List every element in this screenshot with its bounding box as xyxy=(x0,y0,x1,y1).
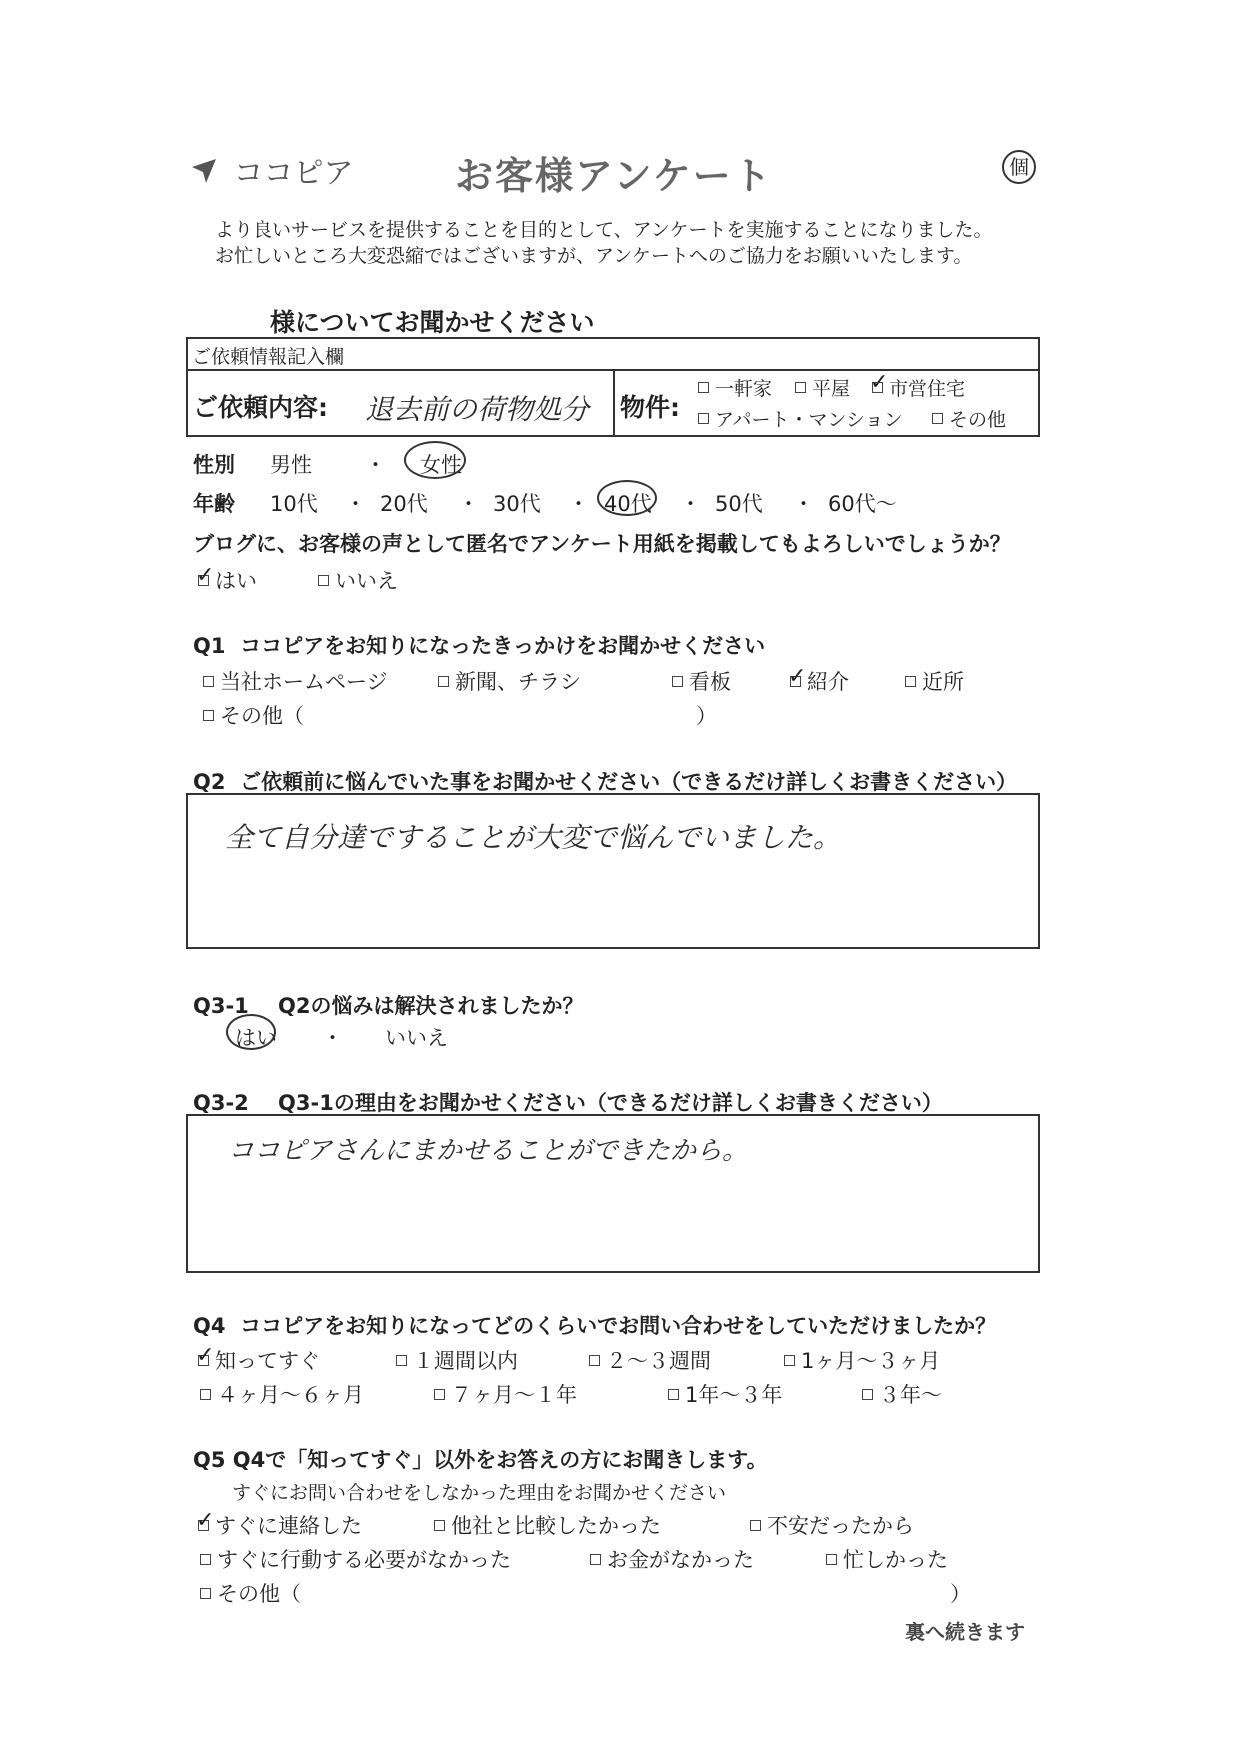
property-option-label: 市営住宅 xyxy=(889,378,966,400)
blog-option-no[interactable] xyxy=(318,565,398,595)
q5-question xyxy=(193,1444,768,1474)
q5-number: Q5 xyxy=(193,1448,226,1472)
age-option-40s[interactable]: 40代 xyxy=(604,492,652,516)
q3-1-number: Q3-1 xyxy=(193,994,249,1018)
q1-text: ココピアをお知りになったきっかけをお聞かせください xyxy=(240,634,766,658)
property-option-bungalow[interactable] xyxy=(795,374,850,401)
checkbox[interactable] xyxy=(784,1355,795,1366)
q4-option-2-3-weeks[interactable] xyxy=(589,1345,711,1375)
q4-option-label: １週間以内 xyxy=(413,1349,518,1373)
q1-option-label: 紹介 xyxy=(807,670,849,694)
q5-subtext: すぐにお問い合わせをしなかった理由をお聞かせください xyxy=(232,1482,727,1504)
q4-option-label: 1ヶ月〜３ヶ月 xyxy=(801,1349,941,1373)
checkbox-checked[interactable] xyxy=(198,1355,209,1366)
property-option-label: 一軒家 xyxy=(715,378,773,400)
q4-option-7-months-1-year[interactable] xyxy=(434,1379,577,1409)
q4-option-label: 知ってすぐ xyxy=(215,1349,320,1373)
q3-2-text: Q3-1の理由をお聞かせください（できるだけ詳しくお書きください） xyxy=(278,1091,943,1115)
q4-option-label: ４ヶ月〜６ヶ月 xyxy=(217,1383,364,1407)
property-option-label: 平屋 xyxy=(812,378,851,400)
age-option-30s[interactable]: 30代 xyxy=(493,492,541,516)
gender-option-female[interactable]: 女性 xyxy=(420,453,462,477)
q1-option-neighborhood[interactable] xyxy=(905,666,964,696)
checkbox[interactable] xyxy=(434,1520,445,1531)
q5-option-other[interactable] xyxy=(200,1578,301,1608)
age-separator: ・ xyxy=(458,492,479,516)
gender-label: 性別 xyxy=(193,453,235,477)
age-separator: ・ xyxy=(568,492,589,516)
checkbox[interactable] xyxy=(750,1520,761,1531)
q1-option-newspaper[interactable] xyxy=(438,666,581,696)
checkbox[interactable] xyxy=(434,1389,445,1400)
q5-option-anxious[interactable] xyxy=(750,1510,914,1540)
q2-question xyxy=(193,766,1017,796)
property-option-label: その他 xyxy=(949,409,1007,431)
checkbox[interactable] xyxy=(862,1389,873,1400)
property-option-label: アパート・マンション xyxy=(715,409,903,431)
q1-option-label: 新聞、チラシ xyxy=(455,670,581,694)
q4-option-3-years-plus[interactable] xyxy=(862,1379,942,1409)
gender-option-male[interactable]: 男性 xyxy=(270,453,312,477)
q4-question xyxy=(193,1310,996,1340)
age-option-20s[interactable]: 20代 xyxy=(380,492,428,516)
checkbox[interactable] xyxy=(318,575,329,586)
checkbox[interactable] xyxy=(698,413,709,424)
checkbox[interactable] xyxy=(396,1355,407,1366)
q2-text: ご依頼前に悩んでいた事をお聞かせください（できるだけ詳しくお書きください） xyxy=(240,770,1018,794)
property-label: 物件: xyxy=(620,393,680,422)
q1-option-other[interactable] xyxy=(203,700,304,730)
checkbox[interactable] xyxy=(200,1389,211,1400)
q3-2-question xyxy=(193,1087,943,1117)
checkbox-checked[interactable] xyxy=(198,575,209,586)
q4-option-within-week[interactable] xyxy=(396,1345,518,1375)
q3-1-text: Q2の悩みは解決されましたか？ xyxy=(278,994,584,1018)
q4-option-label: ７ヶ月〜１年 xyxy=(451,1383,577,1407)
checkbox-checked[interactable] xyxy=(198,1520,209,1531)
q5-option-label: すぐに行動する必要がなかった xyxy=(217,1548,511,1572)
gender-separator: ・ xyxy=(365,453,386,477)
intro-line-1: より良いサービスを提供することを目的として、アンケートを実施することになりました。 xyxy=(215,219,993,241)
personal-badge-text: 個 xyxy=(1009,155,1029,179)
request-content-value: 退去前の荷物処分 xyxy=(365,393,590,426)
q5-text: Q4で「知ってすぐ」以外をお答えの方にお聞きします。 xyxy=(232,1448,768,1472)
q5-option-no-need[interactable] xyxy=(200,1544,511,1574)
q5-option-label: すぐに連絡した xyxy=(215,1514,362,1538)
request-box-header: ご依頼情報記入欄 xyxy=(192,346,345,368)
property-option-other[interactable] xyxy=(932,405,1006,432)
section-title: 様についてお聞かせください xyxy=(270,308,595,337)
page-title: お客様アンケート xyxy=(455,154,773,198)
blog-option-label: はい xyxy=(215,569,257,593)
q4-option-immediately[interactable] xyxy=(198,1345,320,1375)
age-option-60s-plus[interactable]: 60代〜 xyxy=(828,492,897,516)
q1-other-label: その他（ xyxy=(220,704,304,728)
q5-option-label: 不安だったから xyxy=(767,1514,914,1538)
checkbox[interactable] xyxy=(826,1554,837,1565)
checkbox-checked[interactable] xyxy=(790,676,801,687)
property-option-municipal-housing[interactable] xyxy=(872,374,965,401)
q5-option-no-money[interactable] xyxy=(590,1544,754,1574)
checkbox[interactable] xyxy=(200,1588,211,1599)
q5-other-label: その他（ xyxy=(217,1582,301,1606)
q5-option-label: 忙しかった xyxy=(843,1548,948,1572)
age-separator: ・ xyxy=(345,492,366,516)
gender-selection-circle xyxy=(404,441,466,479)
q5-option-busy[interactable] xyxy=(826,1544,948,1574)
q4-option-1-3-months[interactable] xyxy=(784,1345,940,1375)
age-separator: ・ xyxy=(680,492,701,516)
checkbox[interactable] xyxy=(932,413,943,424)
q4-option-label: ３年〜 xyxy=(879,1383,942,1407)
q1-option-label: 近所 xyxy=(922,670,964,694)
personal-badge xyxy=(1002,150,1036,184)
checkbox[interactable] xyxy=(590,1554,601,1565)
checkbox[interactable] xyxy=(589,1355,600,1366)
checkbox[interactable] xyxy=(668,1389,679,1400)
q5-option-contacted-immediately[interactable] xyxy=(198,1510,362,1540)
q4-option-1-3-years[interactable] xyxy=(668,1379,782,1409)
continue-note: 裏へ続きます xyxy=(905,1620,1025,1644)
logo-text: ココピア xyxy=(233,156,354,191)
checkbox[interactable] xyxy=(438,676,449,687)
blog-option-yes[interactable] xyxy=(198,565,257,595)
checkbox[interactable] xyxy=(200,1554,211,1565)
q1-option-referral[interactable] xyxy=(790,666,849,696)
checkbox[interactable] xyxy=(203,710,214,721)
q1-option-signboard[interactable] xyxy=(672,666,731,696)
q4-option-label: 1年〜３年 xyxy=(685,1383,783,1407)
q1-question xyxy=(193,630,765,660)
q4-text: ココピアをお知りになってどのくらいでお問い合わせをしていただけましたか？ xyxy=(240,1314,997,1338)
property-option-apartment[interactable] xyxy=(698,405,903,432)
q1-other-close: ） xyxy=(696,704,717,728)
property-option-detached[interactable] xyxy=(698,374,772,401)
q4-option-label: ２〜３週間 xyxy=(606,1349,711,1373)
checkbox[interactable] xyxy=(698,382,709,393)
q1-option-homepage[interactable] xyxy=(203,666,388,696)
request-content-label: ご依頼内容: xyxy=(193,393,328,422)
q2-number: Q2 xyxy=(193,770,226,794)
q3-1-option-no[interactable]: いいえ xyxy=(385,1026,448,1050)
q1-option-label: 看板 xyxy=(689,670,731,694)
blog-question: ブログに、お客様の声として匿名でアンケート用紙を掲載してもよろしいでしょうか？ xyxy=(193,532,1011,556)
request-box-column-divider xyxy=(613,369,615,437)
age-option-50s[interactable]: 50代 xyxy=(715,492,763,516)
q2-answer: 全て自分達ですることが大変で悩んでいました。 xyxy=(225,821,842,854)
intro-line-2: お忙しいところ大変恐縮ではございますが、アンケートへのご協力をお願いいたします。 xyxy=(215,245,973,267)
q3-1-selection-circle xyxy=(226,1014,276,1050)
q3-1-separator: ・ xyxy=(322,1026,343,1050)
checkbox[interactable] xyxy=(905,676,916,687)
q1-number: Q1 xyxy=(193,634,226,658)
q3-2-number: Q3-2 xyxy=(193,1091,249,1115)
q4-number: Q4 xyxy=(193,1314,226,1338)
age-selection-circle xyxy=(597,480,657,516)
q4-option-4-6-months[interactable] xyxy=(200,1379,364,1409)
logo xyxy=(190,148,354,193)
checkbox-checked[interactable] xyxy=(872,382,883,393)
checkbox[interactable] xyxy=(672,676,683,687)
q3-2-answer: ココピアさんにまかせることができたから。 xyxy=(228,1136,749,1166)
checkbox[interactable] xyxy=(795,382,806,393)
q5-other-close: ） xyxy=(950,1582,971,1606)
age-option-10s[interactable]: 10代 xyxy=(270,492,318,516)
checkbox[interactable] xyxy=(203,676,214,687)
age-separator: ・ xyxy=(793,492,814,516)
logo-mark-icon xyxy=(190,157,218,193)
q3-1-option-yes[interactable]: はい xyxy=(235,1026,277,1050)
q5-option-compare-others[interactable] xyxy=(434,1510,661,1540)
age-label: 年齢 xyxy=(193,492,235,516)
blog-option-label: いいえ xyxy=(335,569,398,593)
q1-option-label: 当社ホームページ xyxy=(220,670,388,694)
q5-option-label: お金がなかった xyxy=(607,1548,754,1572)
q5-option-label: 他社と比較したかった xyxy=(451,1514,661,1538)
